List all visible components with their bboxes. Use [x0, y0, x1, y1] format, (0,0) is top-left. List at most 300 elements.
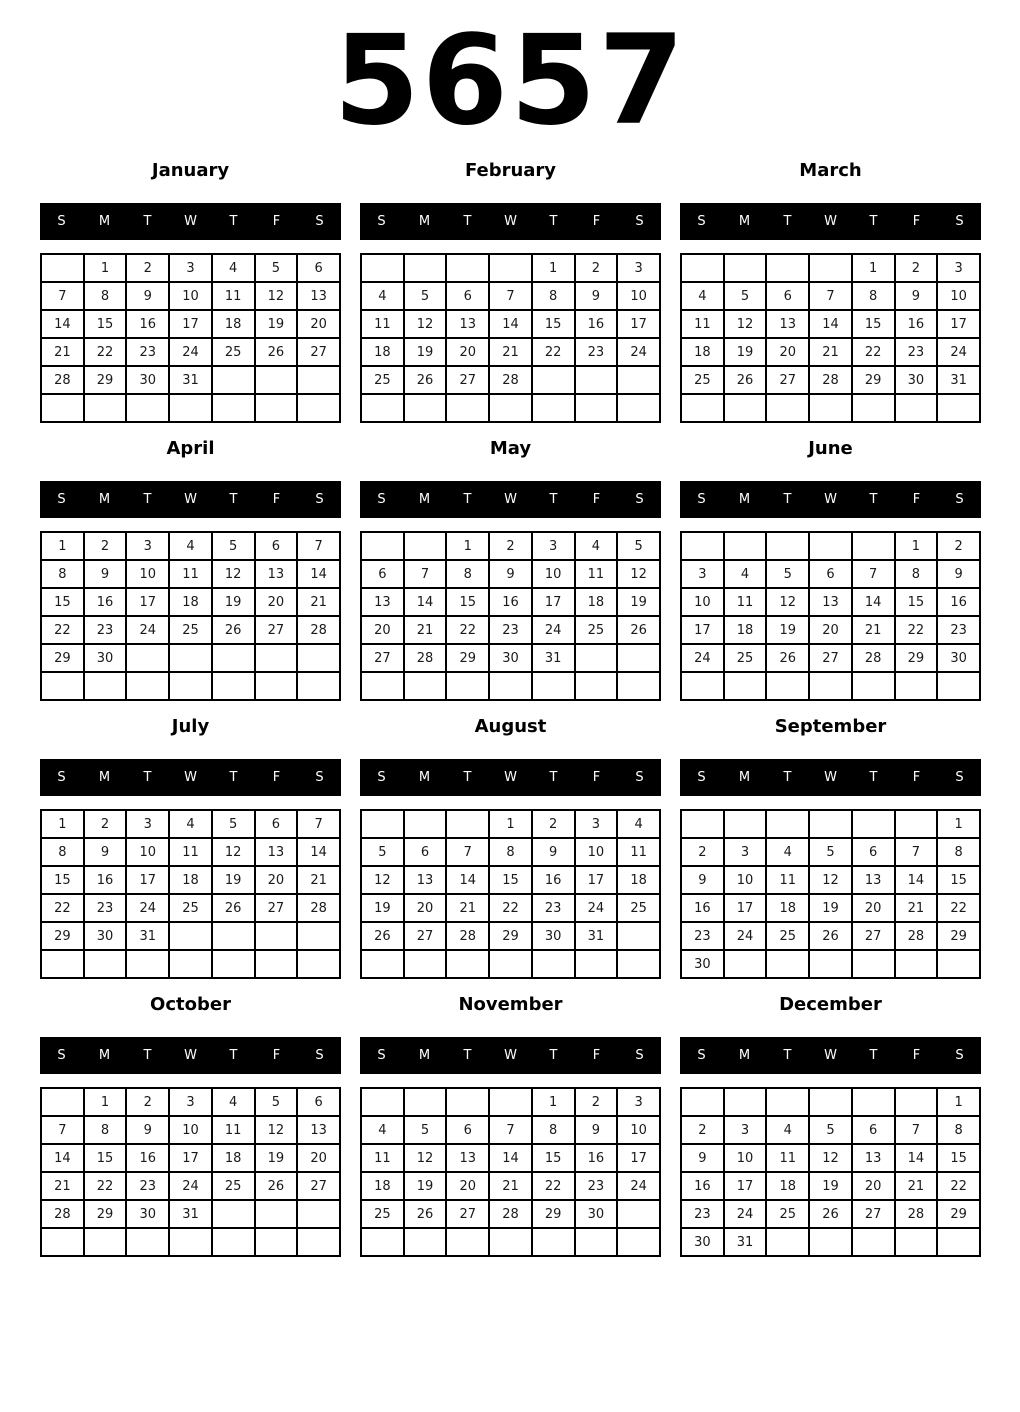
day-cell: 28 [809, 366, 852, 394]
day-cell: 15 [532, 310, 575, 338]
day-cell: 16 [681, 1172, 724, 1200]
week-row [361, 1228, 660, 1256]
weekday-letter: S [955, 492, 964, 507]
week-row [681, 254, 980, 282]
empty-day-cell [404, 394, 447, 422]
day-cell: 28 [895, 922, 938, 950]
day-cell: 24 [532, 616, 575, 644]
weekday-letter: F [592, 770, 601, 785]
week-row [681, 644, 980, 672]
day-cell: 25 [724, 644, 767, 672]
empty-day-cell [169, 922, 212, 950]
weekday-letter: W [824, 770, 837, 785]
weekday-letter: W [824, 214, 837, 229]
weekday-letter: S [955, 214, 964, 229]
weekday-letter: W [824, 492, 837, 507]
day-cell: 19 [766, 616, 809, 644]
weekday-letter: S [955, 1048, 964, 1063]
day-cell: 20 [297, 310, 340, 338]
day-cell: 23 [126, 1172, 169, 1200]
weekday-letter: M [418, 214, 431, 229]
empty-day-cell [809, 532, 852, 560]
day-cell: 1 [446, 532, 489, 560]
empty-day-cell [361, 254, 404, 282]
week-row [361, 1116, 660, 1144]
empty-day-cell [212, 644, 255, 672]
day-cell: 20 [766, 338, 809, 366]
empty-day-cell [895, 1088, 938, 1116]
day-cell: 8 [84, 1116, 127, 1144]
day-cell: 6 [852, 838, 895, 866]
weekday-letter: S [315, 770, 324, 785]
day-cell: 24 [617, 1172, 660, 1200]
weekday-letter: M [98, 770, 111, 785]
day-cell: 19 [404, 1172, 447, 1200]
month-day-grid [360, 1087, 661, 1257]
week-row [41, 254, 340, 282]
day-cell: 27 [255, 894, 298, 922]
empty-day-cell [575, 1228, 618, 1256]
day-cell: 16 [575, 310, 618, 338]
day-cell: 13 [809, 588, 852, 616]
empty-day-cell [766, 532, 809, 560]
day-cell: 5 [809, 838, 852, 866]
day-cell: 14 [297, 838, 340, 866]
day-cell: 5 [809, 1116, 852, 1144]
day-cell: 12 [255, 282, 298, 310]
day-cell: 21 [489, 1172, 532, 1200]
month-july [40, 716, 341, 979]
day-cell: 20 [446, 1172, 489, 1200]
empty-day-cell [575, 950, 618, 978]
empty-day-cell [255, 1228, 298, 1256]
day-cell: 11 [766, 1144, 809, 1172]
weekday-letter: S [697, 770, 706, 785]
month-title: July [171, 716, 210, 737]
day-cell: 22 [84, 1172, 127, 1200]
weekday-letter: M [98, 214, 111, 229]
weekday-letter: F [272, 492, 281, 507]
week-row [681, 310, 980, 338]
empty-day-cell [404, 1088, 447, 1116]
day-cell: 11 [361, 1144, 404, 1172]
month-title: August [474, 716, 547, 737]
week-row [681, 1172, 980, 1200]
day-cell: 28 [489, 1200, 532, 1228]
month-day-grid [360, 253, 661, 423]
weekday-header-bar [40, 759, 341, 796]
weekday-letter: W [184, 214, 197, 229]
day-cell: 30 [126, 1200, 169, 1228]
week-row [681, 1116, 980, 1144]
day-cell: 26 [724, 366, 767, 394]
week-row [41, 866, 340, 894]
empty-day-cell [212, 366, 255, 394]
day-cell: 2 [532, 810, 575, 838]
day-cell: 14 [41, 1144, 84, 1172]
weekday-letter: F [272, 770, 281, 785]
weekday-letter: T [869, 770, 878, 785]
weekday-letter: S [955, 770, 964, 785]
day-cell: 13 [297, 282, 340, 310]
day-cell: 5 [361, 838, 404, 866]
weekday-letter: F [912, 214, 921, 229]
day-cell: 2 [575, 254, 618, 282]
empty-day-cell [489, 950, 532, 978]
day-cell: 5 [404, 1116, 447, 1144]
empty-day-cell [404, 672, 447, 700]
day-cell: 18 [575, 588, 618, 616]
day-cell: 19 [724, 338, 767, 366]
day-cell: 24 [126, 616, 169, 644]
weekday-letter: T [549, 770, 558, 785]
day-cell: 3 [617, 254, 660, 282]
weekday-letter: T [229, 1048, 238, 1063]
day-cell: 8 [852, 282, 895, 310]
weekday-letter: M [418, 1048, 431, 1063]
empty-day-cell [937, 950, 980, 978]
empty-day-cell [617, 1200, 660, 1228]
day-cell: 29 [41, 922, 84, 950]
day-cell: 16 [895, 310, 938, 338]
empty-day-cell [489, 672, 532, 700]
day-cell: 2 [681, 838, 724, 866]
day-cell: 4 [681, 282, 724, 310]
day-cell: 17 [724, 894, 767, 922]
day-cell: 11 [766, 866, 809, 894]
weekday-letter: S [635, 1048, 644, 1063]
day-cell: 10 [126, 560, 169, 588]
day-cell: 7 [297, 810, 340, 838]
day-cell: 9 [489, 560, 532, 588]
month-day-grid [680, 1087, 981, 1257]
weekday-letter: T [549, 214, 558, 229]
day-cell: 29 [41, 644, 84, 672]
day-cell: 30 [681, 950, 724, 978]
day-cell: 22 [895, 616, 938, 644]
day-cell: 31 [937, 366, 980, 394]
day-cell: 7 [809, 282, 852, 310]
empty-day-cell [361, 672, 404, 700]
day-cell: 18 [169, 866, 212, 894]
day-cell: 17 [126, 588, 169, 616]
weekday-letter: S [57, 1048, 66, 1063]
week-row [361, 282, 660, 310]
empty-day-cell [297, 950, 340, 978]
week-row [681, 838, 980, 866]
day-cell: 19 [212, 588, 255, 616]
week-row [41, 310, 340, 338]
day-cell: 26 [361, 922, 404, 950]
empty-day-cell [297, 1228, 340, 1256]
day-cell: 5 [766, 560, 809, 588]
empty-day-cell [446, 810, 489, 838]
empty-day-cell [41, 394, 84, 422]
day-cell: 6 [404, 838, 447, 866]
day-cell: 21 [297, 866, 340, 894]
month-day-grid [360, 531, 661, 701]
empty-day-cell [212, 394, 255, 422]
empty-day-cell [681, 810, 724, 838]
weekday-letter: F [592, 492, 601, 507]
day-cell: 7 [297, 532, 340, 560]
weekday-letter: M [418, 492, 431, 507]
month-day-grid [680, 809, 981, 979]
day-cell: 18 [724, 616, 767, 644]
day-cell: 18 [361, 338, 404, 366]
week-row [361, 560, 660, 588]
day-cell: 23 [84, 616, 127, 644]
day-cell: 14 [809, 310, 852, 338]
day-cell: 21 [404, 616, 447, 644]
empty-day-cell [255, 922, 298, 950]
empty-day-cell [361, 532, 404, 560]
empty-day-cell [681, 672, 724, 700]
week-row [41, 338, 340, 366]
day-cell: 6 [255, 532, 298, 560]
weekday-letter: S [697, 1048, 706, 1063]
day-cell: 26 [212, 894, 255, 922]
day-cell: 17 [617, 1144, 660, 1172]
empty-day-cell [41, 1228, 84, 1256]
day-cell: 7 [489, 1116, 532, 1144]
empty-day-cell [446, 672, 489, 700]
week-row [41, 1228, 340, 1256]
day-cell: 17 [617, 310, 660, 338]
empty-day-cell [852, 394, 895, 422]
day-cell: 26 [766, 644, 809, 672]
week-row [361, 894, 660, 922]
day-cell: 21 [446, 894, 489, 922]
day-cell: 12 [255, 1116, 298, 1144]
empty-day-cell [41, 672, 84, 700]
day-cell: 4 [766, 838, 809, 866]
weekday-header-bar [360, 481, 661, 518]
week-row [681, 922, 980, 950]
day-cell: 29 [937, 922, 980, 950]
day-cell: 4 [212, 1088, 255, 1116]
day-cell: 20 [809, 616, 852, 644]
weekday-letter: F [272, 214, 281, 229]
day-cell: 19 [212, 866, 255, 894]
day-cell: 28 [895, 1200, 938, 1228]
day-cell: 27 [852, 1200, 895, 1228]
empty-day-cell [575, 394, 618, 422]
day-cell: 28 [297, 616, 340, 644]
week-row [41, 838, 340, 866]
empty-day-cell [169, 672, 212, 700]
week-row [41, 1172, 340, 1200]
day-cell: 24 [169, 338, 212, 366]
weekday-letter: F [912, 492, 921, 507]
empty-day-cell [255, 950, 298, 978]
day-cell: 4 [212, 254, 255, 282]
day-cell: 31 [169, 1200, 212, 1228]
day-cell: 7 [41, 1116, 84, 1144]
weekday-letter: F [272, 1048, 281, 1063]
day-cell: 23 [126, 338, 169, 366]
day-cell: 12 [404, 310, 447, 338]
weekday-letter: T [463, 1048, 472, 1063]
day-cell: 24 [617, 338, 660, 366]
day-cell: 2 [126, 1088, 169, 1116]
week-row [361, 1172, 660, 1200]
month-august [360, 716, 661, 979]
month-march [680, 160, 981, 423]
empty-day-cell [446, 1088, 489, 1116]
empty-day-cell [297, 672, 340, 700]
week-row [681, 338, 980, 366]
day-cell: 21 [41, 338, 84, 366]
day-cell: 23 [895, 338, 938, 366]
month-title: June [808, 438, 853, 459]
day-cell: 23 [575, 1172, 618, 1200]
day-cell: 15 [895, 588, 938, 616]
empty-day-cell [84, 394, 127, 422]
day-cell: 11 [169, 838, 212, 866]
day-cell: 11 [575, 560, 618, 588]
day-cell: 31 [532, 644, 575, 672]
day-cell: 9 [126, 282, 169, 310]
week-row [361, 644, 660, 672]
weekday-letter: S [57, 492, 66, 507]
day-cell: 20 [297, 1144, 340, 1172]
day-cell: 10 [169, 282, 212, 310]
weekday-letter: M [418, 770, 431, 785]
day-cell: 8 [532, 282, 575, 310]
day-cell: 2 [84, 810, 127, 838]
week-row [361, 922, 660, 950]
week-row [41, 810, 340, 838]
day-cell: 7 [895, 1116, 938, 1144]
day-cell: 29 [532, 1200, 575, 1228]
weekday-letter: W [504, 1048, 517, 1063]
month-day-grid [680, 531, 981, 701]
weekday-letter: S [315, 1048, 324, 1063]
month-title: October [150, 994, 231, 1015]
weekday-letter: W [504, 214, 517, 229]
day-cell: 16 [575, 1144, 618, 1172]
week-row [361, 810, 660, 838]
day-cell: 12 [809, 866, 852, 894]
week-row [681, 394, 980, 422]
day-cell: 4 [169, 810, 212, 838]
day-cell: 4 [169, 532, 212, 560]
day-cell: 26 [212, 616, 255, 644]
day-cell: 6 [852, 1116, 895, 1144]
day-cell: 6 [446, 282, 489, 310]
weekday-header-bar [680, 481, 981, 518]
empty-day-cell [84, 950, 127, 978]
day-cell: 22 [852, 338, 895, 366]
week-row [41, 644, 340, 672]
week-row [41, 1116, 340, 1144]
week-row [681, 366, 980, 394]
weekday-letter: S [377, 770, 386, 785]
day-cell: 17 [169, 1144, 212, 1172]
month-title: January [151, 160, 230, 181]
empty-day-cell [255, 394, 298, 422]
empty-day-cell [724, 810, 767, 838]
day-cell: 25 [169, 616, 212, 644]
month-day-grid [40, 253, 341, 423]
day-cell: 24 [169, 1172, 212, 1200]
weekday-letter: S [377, 214, 386, 229]
day-cell: 29 [446, 644, 489, 672]
day-cell: 31 [126, 922, 169, 950]
day-cell: 19 [255, 1144, 298, 1172]
day-cell: 21 [41, 1172, 84, 1200]
weekday-letter: S [315, 214, 324, 229]
day-cell: 14 [297, 560, 340, 588]
weekday-letter: M [98, 492, 111, 507]
day-cell: 20 [255, 866, 298, 894]
empty-day-cell [404, 532, 447, 560]
empty-day-cell [766, 672, 809, 700]
day-cell: 11 [212, 1116, 255, 1144]
empty-day-cell [895, 672, 938, 700]
empty-day-cell [532, 950, 575, 978]
day-cell: 23 [575, 338, 618, 366]
day-cell: 28 [446, 922, 489, 950]
empty-day-cell [446, 254, 489, 282]
empty-day-cell [297, 644, 340, 672]
day-cell: 26 [809, 922, 852, 950]
day-cell: 29 [84, 366, 127, 394]
day-cell: 8 [895, 560, 938, 588]
day-cell: 14 [404, 588, 447, 616]
weekday-letter: T [229, 492, 238, 507]
day-cell: 15 [84, 1144, 127, 1172]
day-cell: 18 [617, 866, 660, 894]
day-cell: 19 [809, 894, 852, 922]
day-cell: 5 [212, 810, 255, 838]
week-row [361, 672, 660, 700]
day-cell: 10 [126, 838, 169, 866]
empty-day-cell [532, 672, 575, 700]
empty-day-cell [617, 394, 660, 422]
day-cell: 6 [361, 560, 404, 588]
day-cell: 12 [212, 838, 255, 866]
day-cell: 26 [617, 616, 660, 644]
weekday-letter: S [377, 492, 386, 507]
day-cell: 3 [169, 254, 212, 282]
day-cell: 25 [575, 616, 618, 644]
weekday-letter: S [315, 492, 324, 507]
day-cell: 3 [575, 810, 618, 838]
day-cell: 15 [41, 588, 84, 616]
empty-day-cell [169, 1228, 212, 1256]
empty-day-cell [126, 1228, 169, 1256]
empty-day-cell [446, 950, 489, 978]
day-cell: 29 [489, 922, 532, 950]
day-cell: 13 [446, 310, 489, 338]
day-cell: 22 [84, 338, 127, 366]
day-cell: 24 [681, 644, 724, 672]
empty-day-cell [937, 672, 980, 700]
day-cell: 17 [126, 866, 169, 894]
day-cell: 20 [255, 588, 298, 616]
week-row [41, 672, 340, 700]
day-cell: 22 [41, 894, 84, 922]
day-cell: 19 [255, 310, 298, 338]
day-cell: 24 [575, 894, 618, 922]
day-cell: 7 [895, 838, 938, 866]
day-cell: 10 [169, 1116, 212, 1144]
empty-day-cell [809, 672, 852, 700]
day-cell: 9 [575, 282, 618, 310]
week-row [361, 394, 660, 422]
